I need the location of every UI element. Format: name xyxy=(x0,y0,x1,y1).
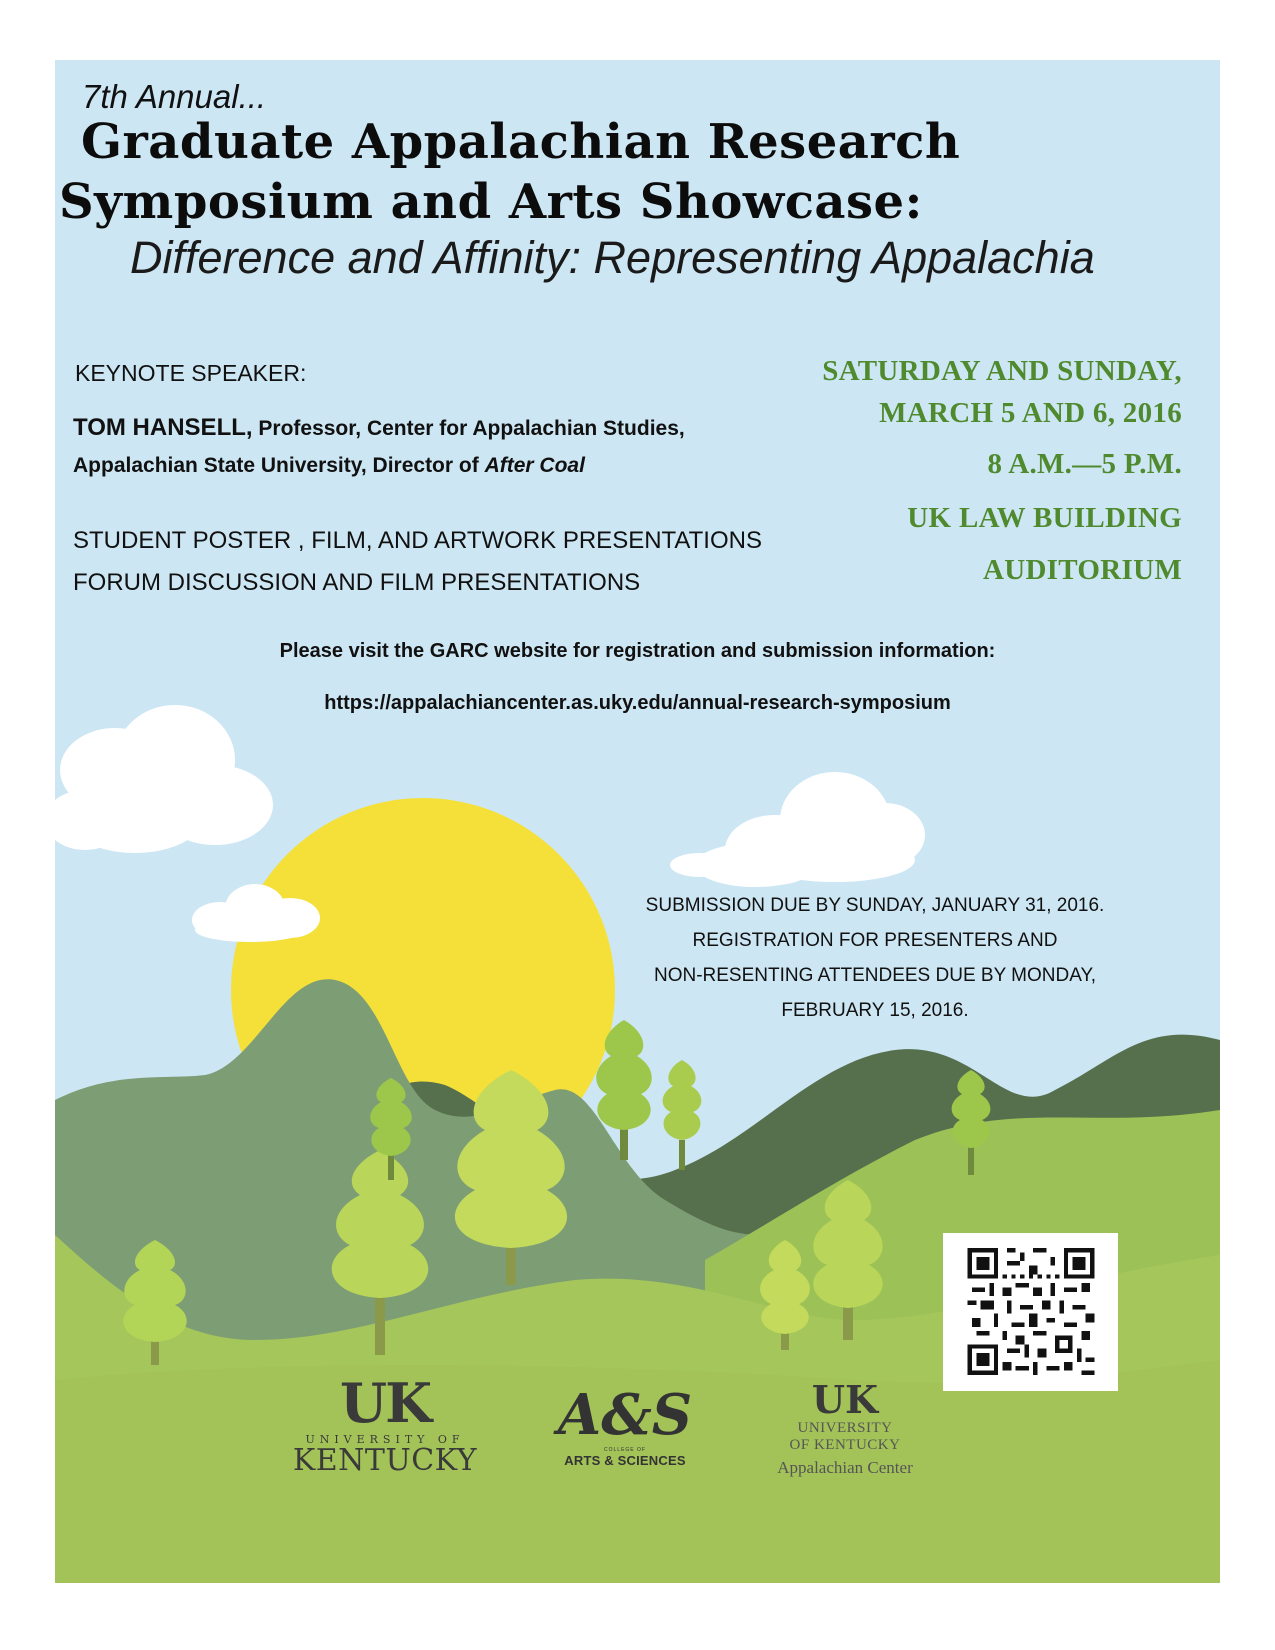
poster-title xyxy=(59,112,1209,232)
event-venue: UK LAW BUILDING xyxy=(907,502,1182,534)
speaker-film: After Coal xyxy=(484,454,585,477)
as-logo-college: COLLEGE OF xyxy=(604,1447,646,1453)
cloud-left xyxy=(55,705,273,853)
event-venue-room: AUDITORIUM xyxy=(982,554,1182,586)
speaker-name: TOM HANSELL, xyxy=(73,414,253,441)
event-item: STUDENT POSTER , FILM, AND ARTWORK PRESENTATIONS xyxy=(73,527,762,554)
uk-logo-state: KENTUCKY xyxy=(292,1443,478,1478)
keynote-label: KEYNOTE SPEAKER: xyxy=(75,360,307,386)
app-logo-mark: UK xyxy=(811,1377,879,1422)
poster xyxy=(55,60,1220,1583)
event-dates: MARCH 5 AND 6, 2016 xyxy=(879,397,1182,429)
event-list xyxy=(73,520,763,604)
keynote-speaker xyxy=(73,409,763,484)
uk-logo xyxy=(285,1371,485,1478)
event-item: FORUM DISCUSSION AND FILM PRESENTATIONS xyxy=(73,569,641,596)
edition-label: 7th Annual... xyxy=(82,78,267,115)
title-line-1: Graduate Appalachian Research xyxy=(81,114,961,170)
arts-sciences-logo xyxy=(555,1383,695,1468)
appalachian-center-logo xyxy=(755,1377,935,1478)
event-days: SATURDAY AND SUNDAY, xyxy=(822,355,1182,387)
tree xyxy=(663,1060,702,1170)
app-logo-line1: UNIVERSITY xyxy=(797,1420,893,1436)
as-logo-mark: A&S xyxy=(557,1382,693,1448)
title-line-2: Symposium and Arts Showcase: xyxy=(59,174,923,230)
deadline-line: FEBRUARY 15, 2016. xyxy=(781,1000,969,1021)
app-logo-line2: OF KENTUCKY xyxy=(789,1437,901,1453)
event-time: 8 A.M.—5 P.M. xyxy=(987,448,1182,480)
registration-note: Please visit the GARC website for registration and submission information: xyxy=(279,640,996,662)
keynote-section xyxy=(73,360,763,604)
uk-logo-sub: UNIVERSITY OF xyxy=(305,1433,465,1446)
cloud-right xyxy=(670,772,925,887)
deadline-line: REGISTRATION FOR PRESENTERS AND xyxy=(692,930,1058,951)
as-logo-name: ARTS & SCIENCES xyxy=(564,1453,686,1468)
app-logo-center: Appalachian Center xyxy=(777,1458,913,1477)
deadlines xyxy=(595,888,1155,1028)
uk-logo-mark: UK xyxy=(339,1371,431,1435)
sponsor-logos xyxy=(55,1355,1220,1515)
speaker-title: Professor, Center for Appalachian Studies, xyxy=(252,417,685,440)
deadline-line: NON-RESENTING ATTENDEES DUE BY MONDAY, xyxy=(653,965,1096,986)
schedule-section xyxy=(722,350,1182,596)
registration-link[interactable]: https://appalachiancenter.as.uky.edu/annual-research-symposium xyxy=(324,692,951,714)
deadline-line: SUBMISSION DUE BY SUNDAY, JANUARY 31, 2016. xyxy=(645,895,1105,916)
poster-subtitle: Difference and Affinity: Representing Appalachia xyxy=(130,232,1095,283)
speaker-affiliation: Appalachian State University, Director of xyxy=(73,454,485,477)
